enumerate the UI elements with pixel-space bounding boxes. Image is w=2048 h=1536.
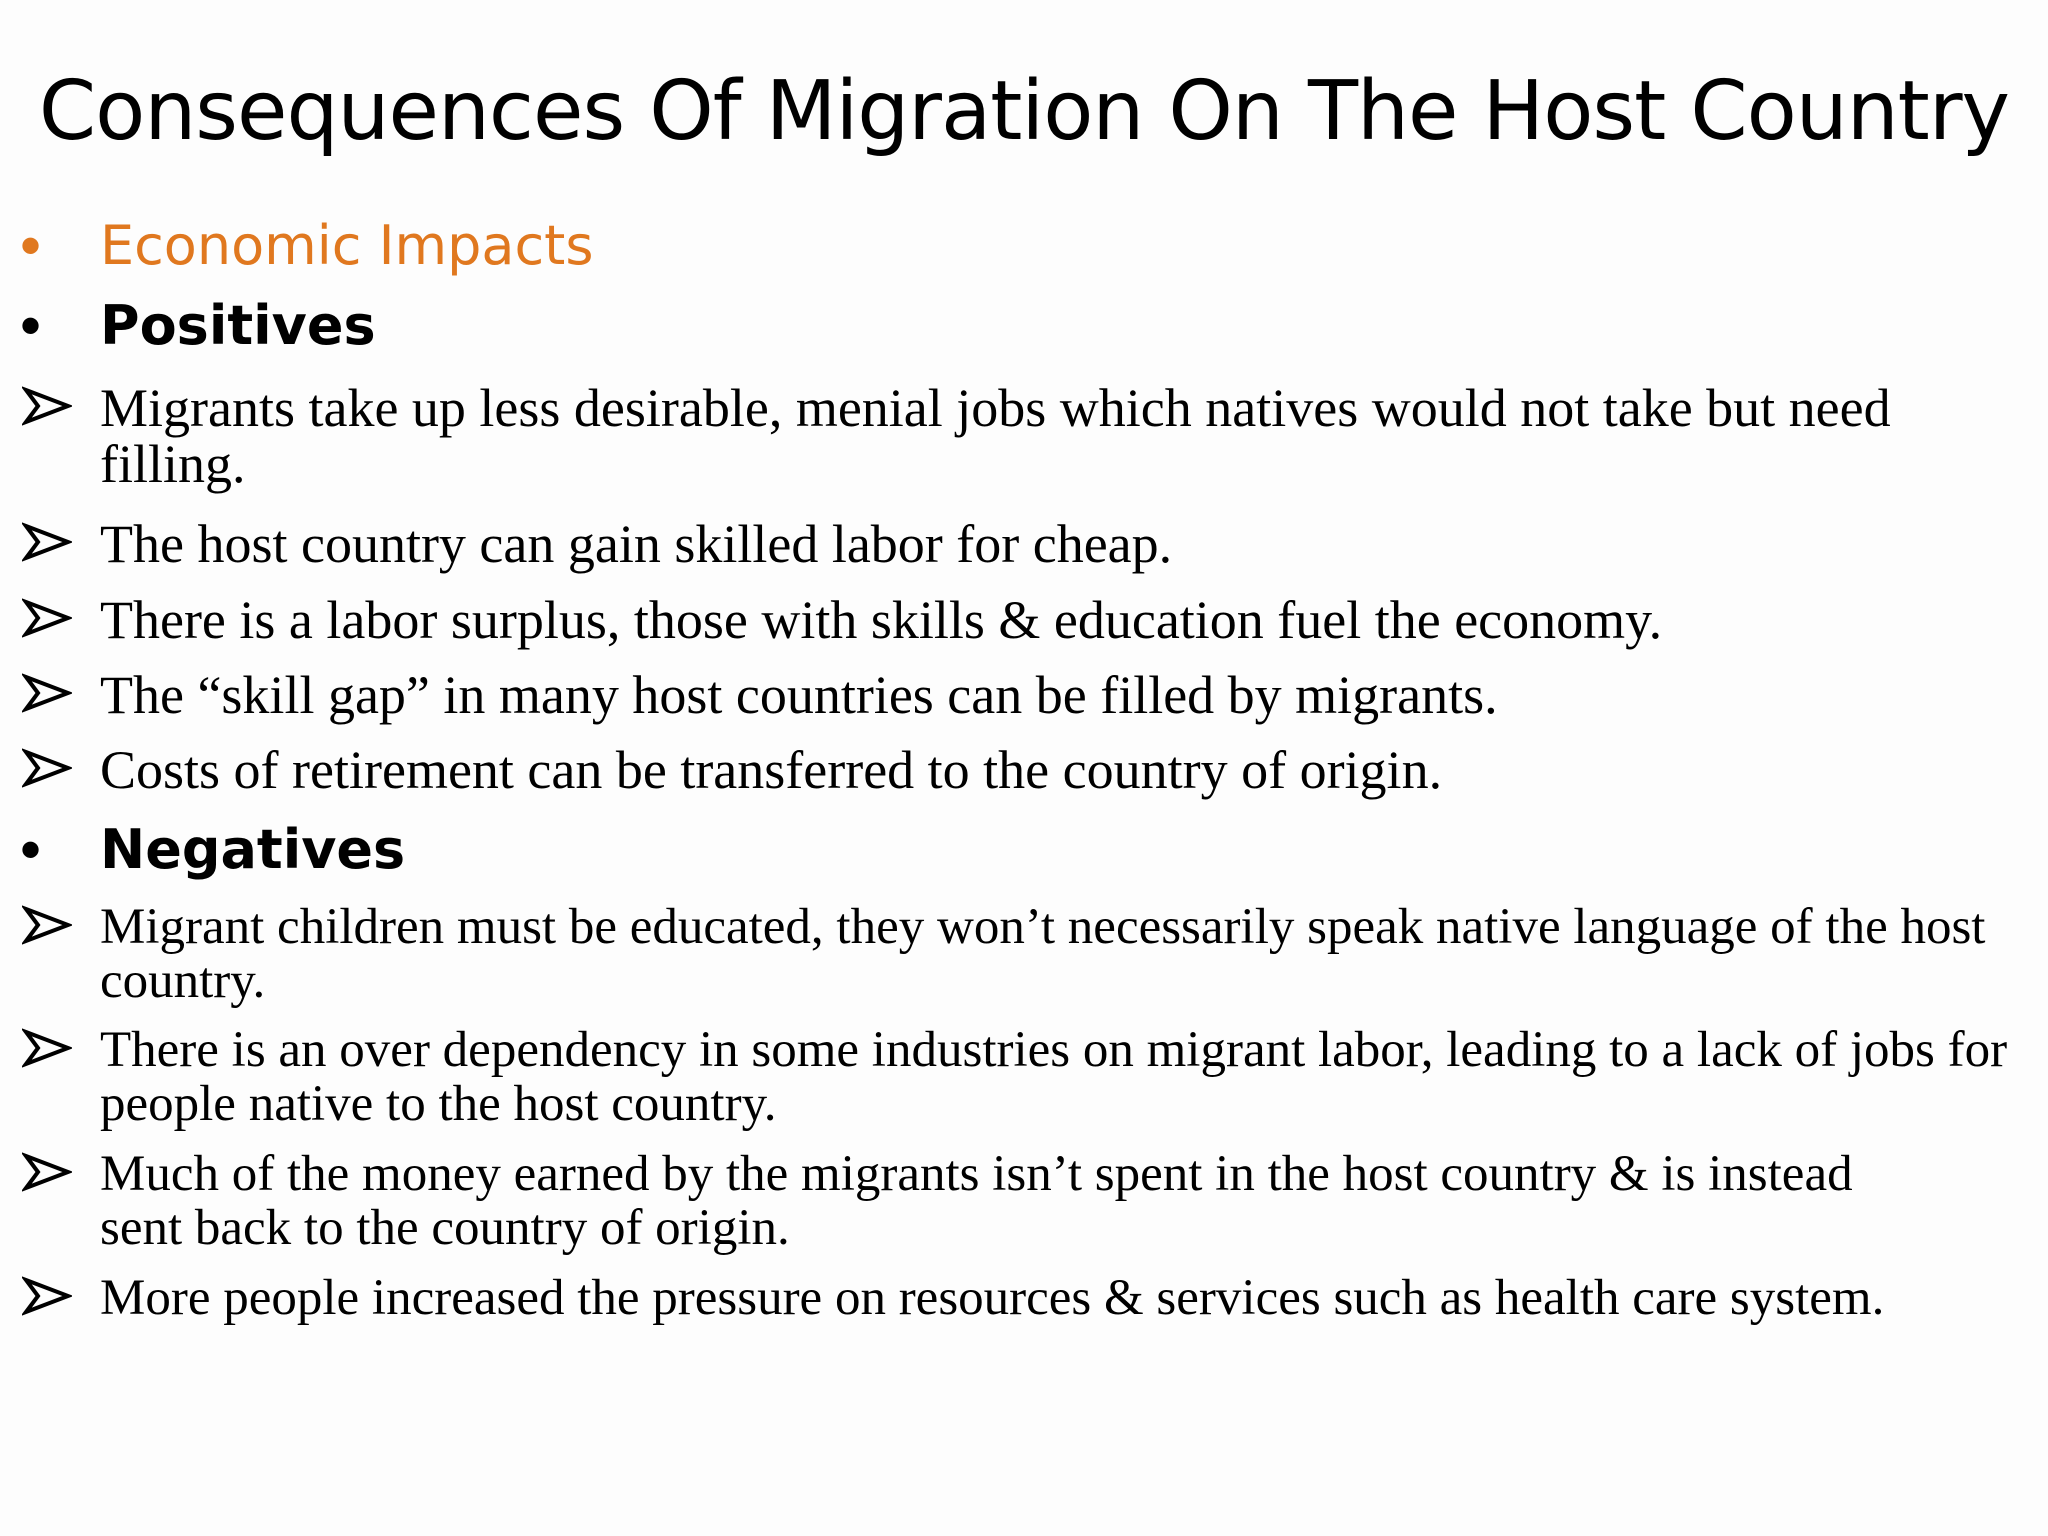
positive-item-1: Migrants take up less desirable, menial jobs which natives would not take but need filling. (100, 378, 1891, 494)
arrowhead-bullet-icon (22, 1152, 72, 1192)
negatives-heading-row (0, 818, 2048, 882)
round-bullet-icon: • (20, 816, 42, 883)
round-bullet-icon: • (20, 292, 42, 359)
negative-item-4: More people increased the pressure on resources & services such as health care system. (100, 1270, 1885, 1326)
arrowhead-bullet-icon (22, 905, 72, 945)
arrowhead-bullet-icon (22, 598, 72, 638)
positive-item-3: There is a labor surplus, those with skills & education fuel the economy. (100, 590, 1663, 650)
arrowhead-bullet-icon (22, 748, 72, 788)
negative-item-3: Much of the money earned by the migrants isn’t spent in the host country & is instead sent back to the country of origin. (100, 1146, 1853, 1256)
negative-item-1: Migrant children must be educated, they won’t necessarily speak native language of the host country. (100, 899, 1986, 1009)
negative-item-2: There is an over dependency in some industries on migrant labor, leading to a lack of jobs for people native to the host country. (100, 1022, 2008, 1132)
arrowhead-bullet-icon (22, 1028, 72, 1068)
section-heading: Economic Impacts (100, 214, 594, 277)
slide-title: Consequences Of Migration On The Host Country (38, 64, 2010, 159)
section-heading-row (0, 214, 2048, 278)
round-bullet-icon: • (20, 212, 42, 279)
positive-item-4: The “skill gap” in many host countries can be filled by migrants. (100, 665, 1498, 725)
positives-heading-row (0, 294, 2048, 358)
arrowhead-bullet-icon (22, 1276, 72, 1316)
arrowhead-bullet-icon (22, 386, 72, 426)
positive-item-2: The host country can gain skilled labor for cheap. (100, 514, 1173, 574)
arrowhead-bullet-icon (22, 673, 72, 713)
arrowhead-bullet-icon (22, 522, 72, 562)
positive-item-5: Costs of retirement can be transferred to the country of origin. (100, 740, 1443, 800)
negatives-heading: Negatives (100, 818, 406, 881)
positives-heading: Positives (100, 294, 376, 357)
